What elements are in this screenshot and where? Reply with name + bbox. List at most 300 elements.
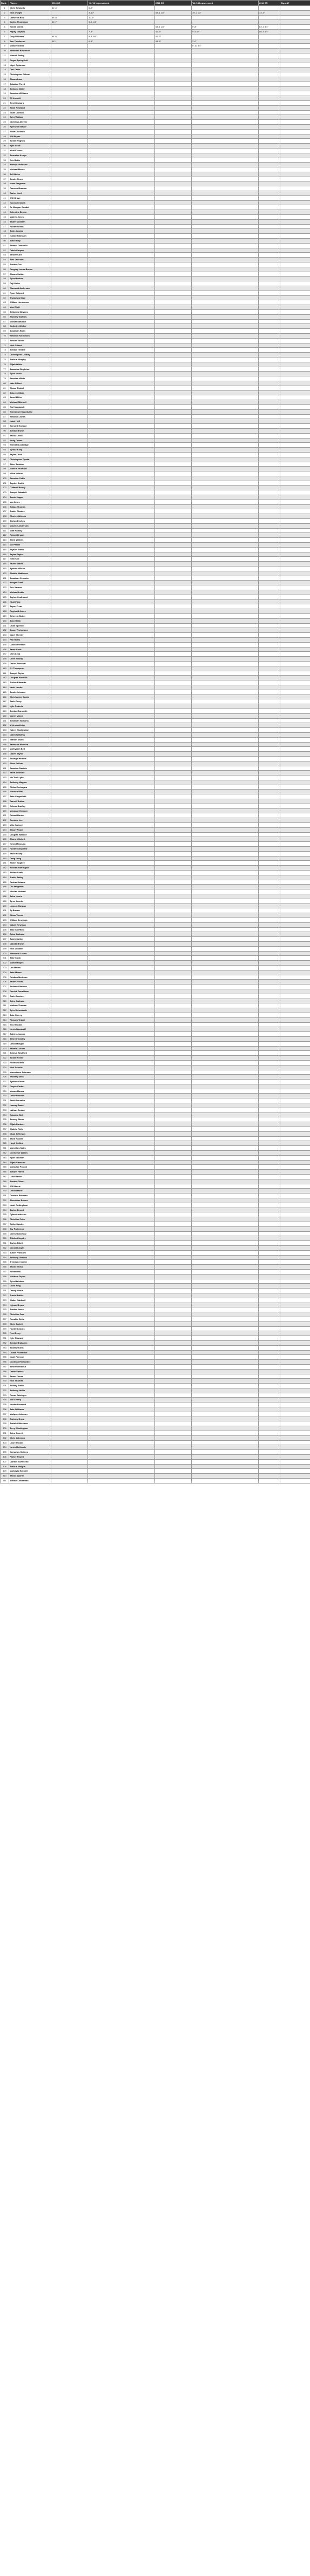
table-row[interactable] [1, 1321, 310, 1326]
table-row[interactable] [1, 1340, 310, 1345]
table-row[interactable] [1, 1260, 310, 1265]
table-row[interactable] [1, 357, 310, 362]
table-row[interactable] [1, 728, 310, 733]
table-row[interactable] [1, 585, 310, 590]
table-row[interactable] [1, 1032, 310, 1037]
table-row[interactable] [1, 457, 310, 462]
table-row[interactable] [1, 832, 310, 837]
table-row[interactable] [1, 509, 310, 514]
table-row[interactable] [1, 927, 310, 932]
table-row[interactable] [1, 595, 310, 599]
table-row[interactable] [1, 994, 310, 999]
table-row[interactable] [1, 1265, 310, 1270]
table-row[interactable] [1, 1151, 310, 1156]
table-row[interactable] [1, 390, 310, 395]
table-row[interactable] [1, 414, 310, 419]
table-row[interactable] [1, 581, 310, 585]
table-row[interactable] [1, 1279, 310, 1284]
table-row[interactable] [1, 1317, 310, 1321]
table-row[interactable] [1, 1112, 310, 1117]
table-row[interactable] [1, 837, 310, 842]
header-players[interactable]: Players [9, 1, 51, 6]
table-row[interactable] [1, 1464, 310, 1469]
table-row[interactable] [1, 823, 310, 828]
table-row[interactable] [1, 1236, 310, 1241]
table-row[interactable] [1, 1307, 310, 1312]
table-row[interactable] [1, 1303, 310, 1307]
table-row[interactable] [1, 433, 310, 438]
table-row[interactable] [1, 1108, 310, 1112]
table-row[interactable] [1, 1255, 310, 1260]
table-row[interactable] [1, 875, 310, 880]
header-2014-sr[interactable]: 2014 SR [259, 1, 280, 6]
table-row[interactable] [1, 1417, 310, 1421]
table-row[interactable] [1, 1193, 310, 1198]
table-row[interactable] [1, 523, 310, 528]
table-row[interactable] [1, 1165, 310, 1170]
table-row[interactable] [1, 1426, 310, 1431]
table-row[interactable] [1, 813, 310, 818]
table-row[interactable] [1, 467, 310, 471]
table-row[interactable] [1, 699, 310, 704]
table-row[interactable] [1, 129, 310, 134]
table-row[interactable] [1, 1445, 310, 1450]
table-row[interactable] [1, 267, 310, 272]
table-row[interactable] [1, 1127, 310, 1132]
table-row[interactable] [1, 576, 310, 581]
table-row[interactable] [1, 314, 310, 319]
table-row[interactable] [1, 1245, 310, 1250]
table-row[interactable] [1, 776, 310, 780]
table-row[interactable] [1, 1198, 310, 1203]
table-row[interactable] [1, 965, 310, 970]
table-row[interactable] [1, 1141, 310, 1146]
table-row[interactable] [1, 229, 310, 234]
table-row[interactable] [1, 709, 310, 713]
table-row[interactable] [1, 6, 310, 11]
table-row[interactable] [1, 538, 310, 543]
table-row[interactable] [1, 153, 310, 158]
table-row[interactable] [1, 1289, 310, 1293]
table-row[interactable] [1, 310, 310, 315]
table-row[interactable] [1, 1060, 310, 1065]
table-row[interactable] [1, 200, 310, 205]
table-row[interactable] [1, 1008, 310, 1013]
table-row[interactable] [1, 1056, 310, 1061]
table-row[interactable] [1, 91, 310, 96]
table-row[interactable] [1, 1479, 310, 1483]
table-row[interactable] [1, 1098, 310, 1103]
table-row[interactable] [1, 1440, 310, 1445]
table-row[interactable] [1, 448, 310, 453]
table-row[interactable] [1, 1374, 310, 1379]
table-row[interactable] [1, 528, 310, 533]
table-row[interactable] [1, 1065, 310, 1070]
table-row[interactable] [1, 400, 310, 405]
table-row[interactable] [1, 604, 310, 609]
table-row[interactable] [1, 362, 310, 367]
table-row[interactable] [1, 680, 310, 685]
table-row[interactable] [1, 1412, 310, 1417]
table-row[interactable] [1, 428, 310, 433]
table-row[interactable] [1, 300, 310, 305]
table-row[interactable] [1, 58, 310, 63]
table-row[interactable] [1, 1170, 310, 1175]
table-row[interactable] [1, 671, 310, 676]
table-row[interactable] [1, 1369, 310, 1374]
table-row[interactable] [1, 794, 310, 799]
table-row[interactable] [1, 1350, 310, 1355]
table-row[interactable] [1, 1459, 310, 1464]
table-row[interactable] [1, 286, 310, 291]
table-row[interactable] [1, 44, 310, 49]
table-row[interactable] [1, 1398, 310, 1402]
table-row[interactable] [1, 1179, 310, 1184]
table-row[interactable] [1, 1212, 310, 1217]
table-row[interactable] [1, 1131, 310, 1136]
table-row[interactable] [1, 771, 310, 776]
table-row[interactable] [1, 847, 310, 852]
table-row[interactable] [1, 661, 310, 666]
table-row[interactable] [1, 148, 310, 153]
table-row[interactable] [1, 1241, 310, 1246]
table-row[interactable] [1, 1274, 310, 1279]
table-row[interactable] [1, 1046, 310, 1051]
header-10-12-improvement[interactable]: '10-'12 Improvement [88, 1, 155, 6]
table-row[interactable] [1, 614, 310, 619]
table-row[interactable] [1, 438, 310, 443]
table-row[interactable] [1, 975, 310, 980]
table-row[interactable] [1, 1431, 310, 1436]
table-row[interactable] [1, 903, 310, 908]
table-row[interactable] [1, 34, 310, 39]
table-row[interactable] [1, 144, 310, 149]
table-row[interactable] [1, 1293, 310, 1298]
table-row[interactable] [1, 780, 310, 785]
table-row[interactable] [1, 1208, 310, 1212]
table-row[interactable] [1, 219, 310, 224]
table-row[interactable] [1, 514, 310, 519]
table-row[interactable] [1, 1041, 310, 1046]
table-row[interactable] [1, 424, 310, 429]
table-row[interactable] [1, 1189, 310, 1193]
table-row[interactable] [1, 172, 310, 177]
table-row[interactable] [1, 842, 310, 847]
table-row[interactable] [1, 756, 310, 761]
table-row[interactable] [1, 1217, 310, 1222]
table-row[interactable] [1, 253, 310, 258]
table-row[interactable] [1, 889, 310, 894]
table-row[interactable] [1, 1455, 310, 1460]
table-row[interactable] [1, 1269, 310, 1274]
table-row[interactable] [1, 134, 310, 139]
table-row[interactable] [1, 115, 310, 120]
table-row[interactable] [1, 25, 310, 30]
table-row[interactable] [1, 785, 310, 790]
table-row[interactable] [1, 381, 310, 386]
table-row[interactable] [1, 1013, 310, 1017]
table-row[interactable] [1, 880, 310, 885]
table-row[interactable] [1, 1469, 310, 1474]
table-row[interactable] [1, 1388, 310, 1393]
table-row[interactable] [1, 100, 310, 105]
table-row[interactable] [1, 258, 310, 262]
table-row[interactable] [1, 485, 310, 490]
table-row[interactable] [1, 562, 310, 567]
table-row[interactable] [1, 1336, 310, 1341]
table-row[interactable] [1, 1027, 310, 1032]
table-row[interactable] [1, 272, 310, 277]
table-row[interactable] [1, 291, 310, 295]
table-row[interactable] [1, 737, 310, 742]
table-row[interactable] [1, 899, 310, 903]
table-row[interactable] [1, 395, 310, 400]
table-row[interactable] [1, 324, 310, 329]
table-row[interactable] [1, 642, 310, 647]
table-row[interactable] [1, 1474, 310, 1479]
table-row[interactable] [1, 215, 310, 220]
table-row[interactable] [1, 1379, 310, 1384]
table-row[interactable] [1, 10, 310, 15]
table-row[interactable] [1, 827, 310, 832]
table-row[interactable] [1, 519, 310, 524]
table-row[interactable] [1, 1175, 310, 1179]
table-row[interactable] [1, 353, 310, 358]
table-row[interactable] [1, 372, 310, 376]
table-row[interactable] [1, 747, 310, 752]
table-row[interactable] [1, 504, 310, 509]
table-row[interactable] [1, 186, 310, 191]
table-row[interactable] [1, 305, 310, 310]
table-row[interactable] [1, 989, 310, 994]
table-row[interactable] [1, 63, 310, 68]
table-row[interactable] [1, 1051, 310, 1056]
table-row[interactable] [1, 913, 310, 918]
table-row[interactable] [1, 248, 310, 253]
table-row[interactable] [1, 462, 310, 467]
table-row[interactable] [1, 609, 310, 614]
table-row[interactable] [1, 946, 310, 951]
table-row[interactable] [1, 552, 310, 557]
table-row[interactable] [1, 1407, 310, 1412]
table-row[interactable] [1, 15, 310, 20]
table-row[interactable] [1, 205, 310, 210]
table-row[interactable] [1, 234, 310, 239]
table-row[interactable] [1, 243, 310, 248]
table-row[interactable] [1, 158, 310, 163]
table-row[interactable] [1, 557, 310, 562]
table-row[interactable] [1, 1084, 310, 1089]
table-row[interactable] [1, 177, 310, 181]
table-row[interactable] [1, 861, 310, 866]
table-row[interactable] [1, 295, 310, 300]
table-row[interactable] [1, 533, 310, 538]
table-row[interactable] [1, 1284, 310, 1289]
table-row[interactable] [1, 1117, 310, 1122]
table-row[interactable] [1, 404, 310, 409]
table-row[interactable] [1, 96, 310, 101]
table-row[interactable] [1, 885, 310, 889]
table-row[interactable] [1, 1298, 310, 1303]
table-row[interactable] [1, 951, 310, 956]
table-row[interactable] [1, 471, 310, 476]
table-row[interactable] [1, 210, 310, 215]
table-row[interactable] [1, 1231, 310, 1236]
table-row[interactable] [1, 376, 310, 381]
table-row[interactable] [1, 500, 310, 504]
table-row[interactable] [1, 68, 310, 72]
table-row[interactable] [1, 637, 310, 642]
table-row[interactable] [1, 1036, 310, 1041]
table-row[interactable] [1, 1331, 310, 1336]
table-row[interactable] [1, 961, 310, 966]
table-row[interactable] [1, 105, 310, 110]
table-row[interactable] [1, 1017, 310, 1022]
table-row[interactable] [1, 409, 310, 414]
table-row[interactable] [1, 543, 310, 548]
table-row[interactable] [1, 191, 310, 196]
table-row[interactable] [1, 1070, 310, 1075]
table-row[interactable] [1, 1203, 310, 1208]
table-row[interactable] [1, 718, 310, 723]
table-row[interactable] [1, 333, 310, 338]
table-row[interactable] [1, 1184, 310, 1189]
table-row[interactable] [1, 452, 310, 457]
table-row[interactable] [1, 195, 310, 200]
table-row[interactable] [1, 1360, 310, 1365]
table-row[interactable] [1, 999, 310, 1003]
table-row[interactable] [1, 120, 310, 125]
table-row[interactable] [1, 77, 310, 82]
table-row[interactable] [1, 277, 310, 281]
table-row[interactable] [1, 871, 310, 875]
table-row[interactable] [1, 1122, 310, 1127]
table-row[interactable] [1, 443, 310, 448]
table-row[interactable] [1, 139, 310, 144]
table-row[interactable] [1, 918, 310, 923]
table-row[interactable] [1, 1160, 310, 1165]
table-row[interactable] [1, 1421, 310, 1426]
table-row[interactable] [1, 281, 310, 286]
table-row[interactable] [1, 984, 310, 989]
table-row[interactable] [1, 694, 310, 699]
table-row[interactable] [1, 866, 310, 871]
table-row[interactable] [1, 224, 310, 229]
table-row[interactable] [1, 329, 310, 334]
table-row[interactable] [1, 1155, 310, 1160]
table-row[interactable] [1, 481, 310, 485]
table-row[interactable] [1, 937, 310, 942]
table-row[interactable] [1, 567, 310, 571]
table-row[interactable] [1, 941, 310, 946]
table-row[interactable] [1, 1384, 310, 1388]
table-row[interactable] [1, 386, 310, 390]
table-row[interactable] [1, 82, 310, 86]
table-row[interactable] [1, 704, 310, 709]
table-row[interactable] [1, 1226, 310, 1231]
table-row[interactable] [1, 851, 310, 856]
table-row[interactable] [1, 690, 310, 694]
table-row[interactable] [1, 657, 310, 662]
table-row[interactable] [1, 419, 310, 424]
table-row[interactable] [1, 599, 310, 604]
table-row[interactable] [1, 1080, 310, 1084]
table-row[interactable] [1, 547, 310, 552]
header-signed[interactable]: Signed? [280, 1, 310, 6]
table-row[interactable] [1, 571, 310, 576]
table-row[interactable] [1, 908, 310, 913]
table-row[interactable] [1, 1326, 310, 1331]
table-row[interactable] [1, 348, 310, 353]
table-row[interactable] [1, 1402, 310, 1407]
table-row[interactable] [1, 239, 310, 244]
table-row[interactable] [1, 742, 310, 747]
table-row[interactable] [1, 319, 310, 324]
table-row[interactable] [1, 1136, 310, 1141]
table-row[interactable] [1, 894, 310, 899]
table-row[interactable] [1, 39, 310, 44]
table-row[interactable] [1, 338, 310, 343]
table-row[interactable] [1, 495, 310, 500]
table-row[interactable] [1, 163, 310, 167]
table-row[interactable] [1, 633, 310, 638]
table-row[interactable] [1, 1094, 310, 1098]
table-row[interactable] [1, 818, 310, 823]
table-row[interactable] [1, 53, 310, 58]
table-row[interactable] [1, 110, 310, 115]
table-row[interactable] [1, 761, 310, 766]
table-row[interactable] [1, 367, 310, 372]
table-row[interactable] [1, 1075, 310, 1080]
table-row[interactable] [1, 1345, 310, 1350]
table-row[interactable] [1, 1022, 310, 1027]
header-11-13-improvement[interactable]: '11-'13 Improvement [192, 1, 259, 6]
table-row[interactable] [1, 1312, 310, 1317]
table-row[interactable] [1, 790, 310, 794]
table-row[interactable] [1, 476, 310, 481]
table-row[interactable] [1, 732, 310, 737]
table-row[interactable] [1, 856, 310, 861]
table-row[interactable] [1, 590, 310, 595]
table-row[interactable] [1, 1003, 310, 1008]
table-row[interactable] [1, 1250, 310, 1255]
table-row[interactable] [1, 29, 310, 34]
table-row[interactable] [1, 1089, 310, 1094]
table-row[interactable] [1, 970, 310, 975]
table-row[interactable] [1, 124, 310, 129]
header-2011-sr[interactable]: 2011 SR [155, 1, 192, 6]
table-row[interactable] [1, 618, 310, 623]
table-row[interactable] [1, 262, 310, 267]
table-row[interactable] [1, 167, 310, 172]
table-row[interactable] [1, 666, 310, 671]
table-row[interactable] [1, 86, 310, 91]
table-row[interactable] [1, 343, 310, 348]
table-row[interactable] [1, 652, 310, 657]
table-row[interactable] [1, 628, 310, 633]
table-row[interactable] [1, 799, 310, 804]
table-row[interactable] [1, 808, 310, 813]
table-row[interactable] [1, 723, 310, 728]
table-row[interactable] [1, 676, 310, 680]
table-row[interactable] [1, 20, 310, 25]
table-row[interactable] [1, 980, 310, 984]
table-row[interactable] [1, 1450, 310, 1455]
table-row[interactable] [1, 1146, 310, 1151]
header-rank[interactable]: Rank [1, 1, 9, 6]
table-row[interactable] [1, 766, 310, 771]
table-row[interactable] [1, 1435, 310, 1440]
